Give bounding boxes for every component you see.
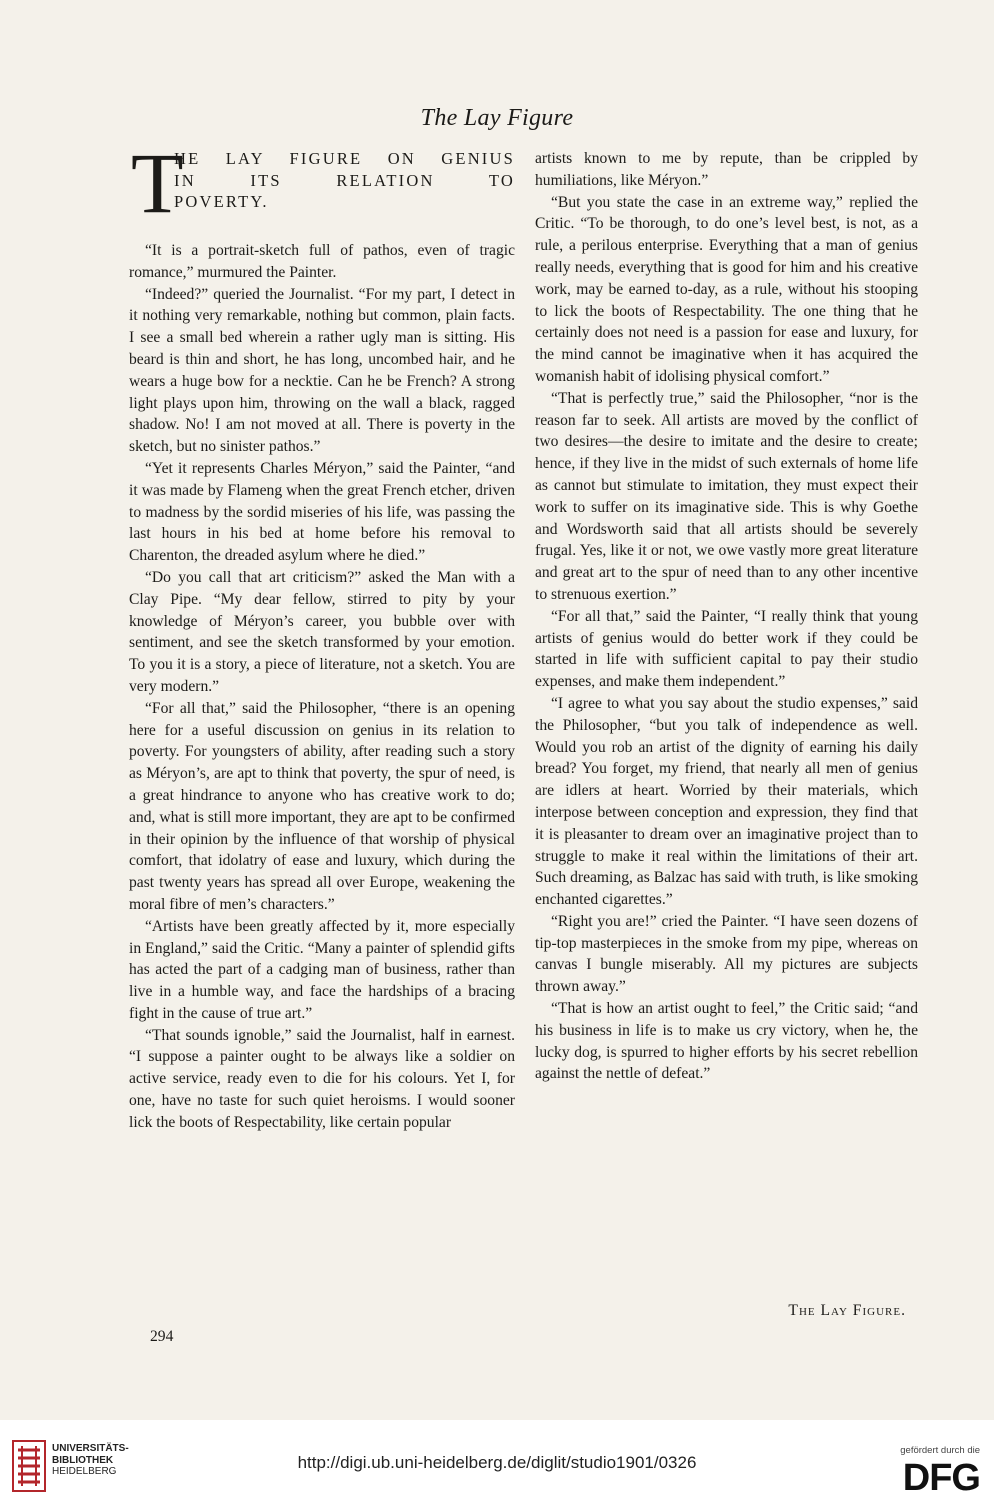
- digitization-footer: [0, 1420, 994, 1508]
- paragraph: “Do you call that art criticism?” asked the Man with a Clay Pipe. “My dear fellow, stirred to pity by your knowledge of Méryon’s career, you bubble over with sentiment, and see the sketch transformed by your emotion. To you it is a story, a piece of literature, not a sketch. You are very modern.”: [129, 568, 515, 695]
- paragraph: artists known to me by repute, than be crippled by humiliations, like Méryon.”: [535, 150, 918, 189]
- title-line-2: IN ITS RELATION TO: [174, 170, 515, 190]
- paragraph: “Right you are!” cried the Painter. “I have seen dozens of tip-top masterpieces in the smoke from my pipe, whereas on canvas I bungle miserably. All my pictures are subjects thrown away.”: [535, 912, 918, 996]
- paragraph: “That is how an artist ought to feel,” the Critic said; “and his business in life is to make us cry victory, when he, the lucky dog, is spurred to higher efforts by his secret rebellion against the nettle of defeat.”: [535, 1000, 918, 1083]
- signature: The Lay Figure.: [788, 1302, 906, 1319]
- paragraph: “That is perfectly true,” said the Philosopher, “nor is the reason far to seek. All artists are moved by the conflict of two desires—the desire to imitate and the desire to create; hence, if they live in the midst of such externals of home life as cannot but stimulate to imitation, they must expect their work to suffer on its imaginative side. This is why Goethe and Wordsworth said that all artists should be severely frugal. Yes, like it or not, we owe vastly more great literature and great art to the spur of need than to any other incentive to strenuous exertion.”: [535, 389, 918, 603]
- dfg-logo: DFG: [902, 1457, 980, 1499]
- paragraph: “I agree to what you say about the studio expenses,” said the Philosopher, “but you talk of independence as well. Would you rob an artist of the dignity of earning his daily bread? You forget, my friend, that nearly all men of genius are idlers at heart. Worried by their materials, which interpose between conception and expression, they find that it is pleasanter to dream over an imaginative project than to struggle to make it real within the limitations of their art. Such dreaming, as Balzac has said with truth, is like smoking enchanted cigarettes.”: [535, 694, 918, 909]
- right-column: [535, 148, 918, 1085]
- university-name: UNIVERSITÄTS- BIBLIOTHEK HEIDELBERG: [52, 1443, 129, 1477]
- paragraph: “That sounds ignoble,” said the Journalist, half in earnest. “I suppose a painter ought to be always like a soldier on active service, ready even to die for his colours. Yet I, for one, have no taste for such quiet heroisms. I would sooner lick the boots of Respectability, like certain popular: [129, 1026, 515, 1131]
- paragraph: “For all that,” said the Philosopher, “there is an opening here for a useful discussion on genius in its relation to poverty. For youngsters of ability, after reading such a story as Méryon’s, are apt to think that poverty, the spur of need, is a great hindrance to anyone who has creative work to do; and, what is still more important, they are apt to be confirmed in their opinion by the influence of that worship of physical comfort, that idolatry of ease and luxury, which during the past twenty years has spread all over Europe, weakening the moral fibre of men’s characters.”: [129, 699, 515, 913]
- paragraph: “Indeed?” queried the Journalist. “For my part, I detect in it nothing very remarkable, nothing but common, plain facts. I see a small bed wherein a rather ugly man is sitting. His beard is thin and short, he has long, uncombed hair, and he wears a huge bow for a necktie. Can he be French? A strong light plays upon him, throwing on the wall a black, ragged shadow. No! I am not moved at all. There is poverty in the sketch, but no sinister pathos.”: [129, 285, 515, 456]
- drop-cap: T: [131, 135, 184, 231]
- running-head: The Lay Figure: [420, 105, 574, 131]
- left-column: [129, 135, 515, 1134]
- funding-note: gefördert durch die: [900, 1445, 980, 1456]
- article-title: [129, 135, 515, 232]
- paragraph: “But you state the case in an extreme way,” replied the Critic. “To be thorough, to do one’s level best, is not, as a rule, a perilous enterprise. Everything that a man of genius really needs, everything that is good for him and his creative work, may be earned to-day, as a rule, without his stooping to lick the boots of Respectability. The one thing that he certainly does not need is a passion for ease and luxury, for the mind cannot be imaginative when it has acquired the womanish habit of idolising physical comfort.”: [535, 193, 918, 385]
- title-line-3: POVERTY.: [174, 192, 269, 211]
- page-number: 294: [150, 1328, 174, 1345]
- paragraph: “Artists have been greatly affected by it, more especially in England,” said the Critic. “Many a painter of splendid gifts has acted the part of a cadging man of business, rather than live in a humble way, and face the hardships of a bracing fight in the cause of true art.”: [129, 917, 515, 1022]
- title-line-1: HE LAY FIGURE ON GENIUS: [174, 149, 515, 168]
- source-url-link[interactable]: http://digi.ub.uni-heidelberg.de/diglit/studio1901/0326: [297, 1453, 697, 1472]
- paragraph: “Yet it represents Charles Méryon,” said the Painter, “and it was made by Flameng when the great French etcher, driven to madness by the sordid miseries of his life, was passing the last hours in his bed at home before his removal to Charenton, the dreaded asylum where he died.”: [129, 459, 515, 565]
- paragraph: “It is a portrait-sketch full of pathos, even of tragic romance,” murmured the Painter.: [129, 242, 515, 281]
- paragraph: “For all that,” said the Painter, “I really think that young artists of genius would do better work if they could be started in life with sufficient capital to pay their studio expenses, and make them independent.”: [535, 607, 918, 691]
